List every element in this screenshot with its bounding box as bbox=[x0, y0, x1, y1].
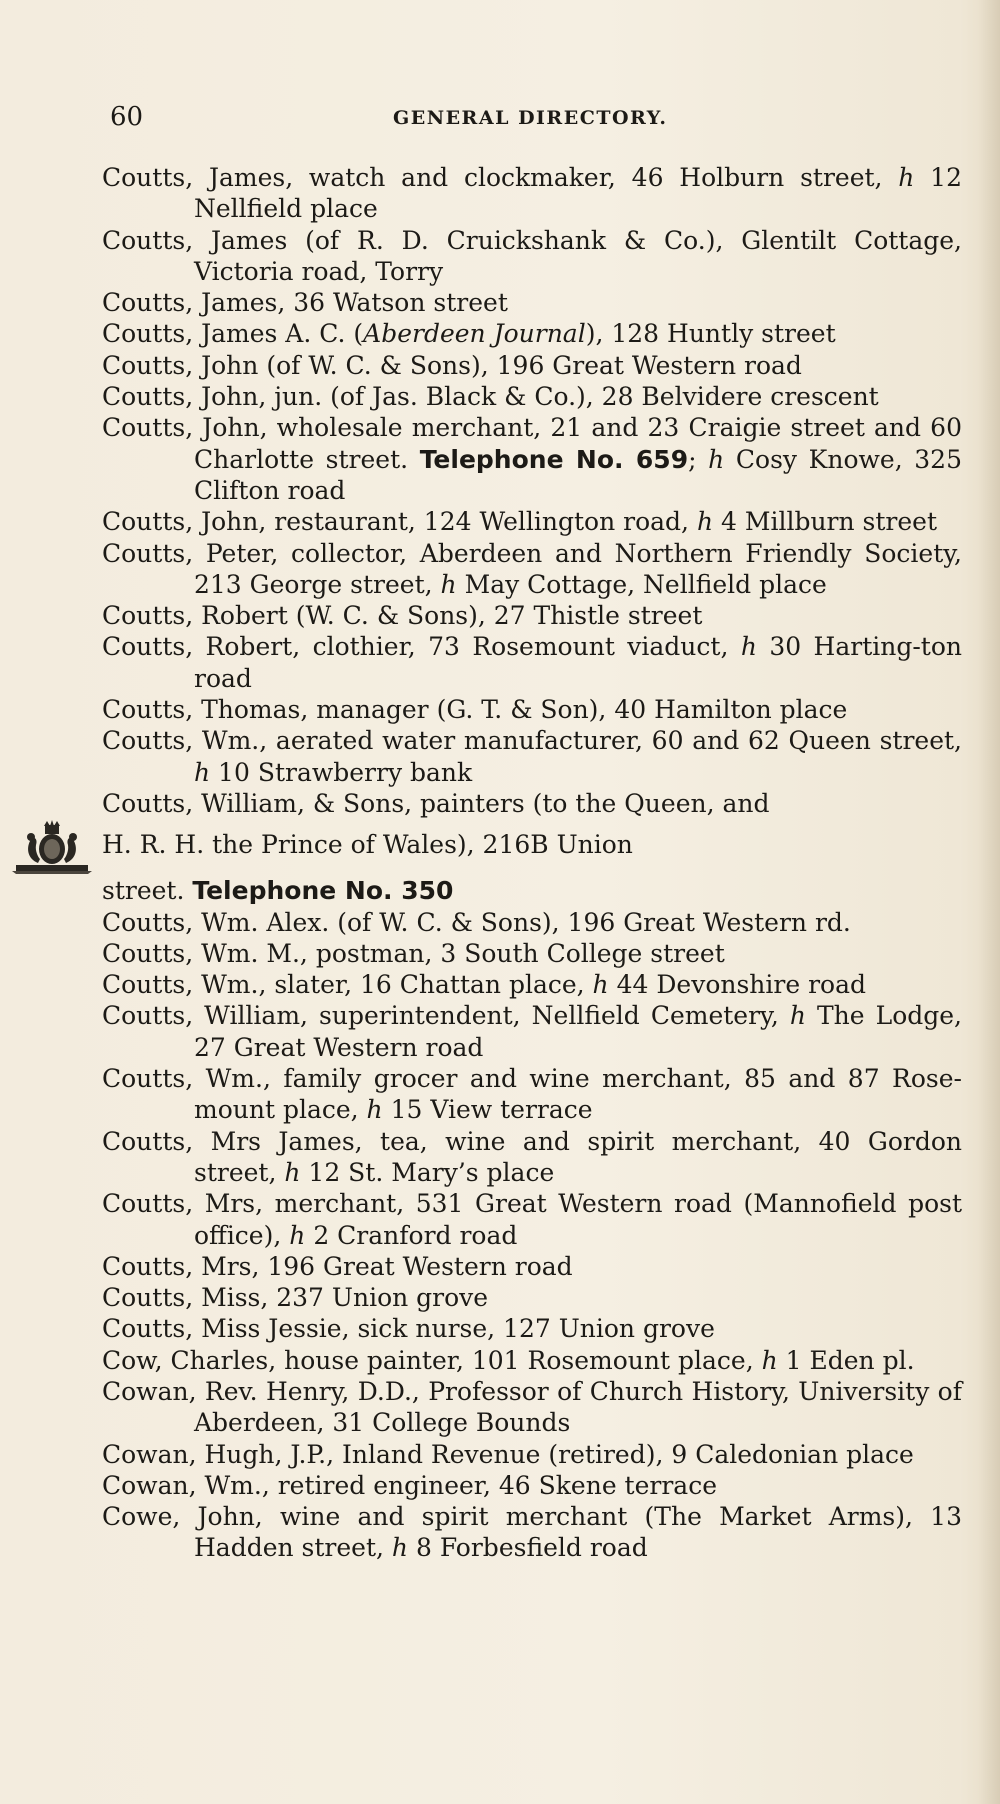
entry-text: 1 Eden pl. bbox=[777, 1345, 915, 1375]
directory-entries bbox=[102, 162, 962, 1564]
telephone-number: Telephone No. 659 bbox=[419, 444, 689, 474]
royal-arms-icon bbox=[10, 819, 94, 875]
entry-text: 15 View terrace bbox=[382, 1095, 593, 1125]
directory-entry bbox=[102, 318, 962, 349]
directory-entry bbox=[102, 631, 962, 694]
entry-text: Coutts, Mrs, merchant, 531 Great Western road (Mannofield post office), bbox=[102, 1189, 962, 1250]
entry-text: Cowan, Wm., retired engineer, 46 Skene terrace bbox=[102, 1470, 718, 1500]
entry-text: Coutts, James (of R. D. Cruickshank & Co.), Glentilt Cottage, Victoria road, Torry bbox=[102, 225, 962, 286]
directory-entry bbox=[102, 287, 962, 318]
entry-text: Coutts, Mrs James, tea, wine and spirit merchant, 40 Gordon street, bbox=[102, 1126, 962, 1187]
directory-entry bbox=[102, 1188, 962, 1251]
page-header bbox=[110, 101, 960, 133]
directory-entry-royal-warrant bbox=[102, 788, 962, 907]
entry-text: 12 St. Mary’s place bbox=[300, 1157, 555, 1187]
royal-entry-line-3 bbox=[102, 875, 962, 906]
entry-text: May Cottage, Nellfield place bbox=[456, 569, 827, 599]
entry-text: 4 Millburn street bbox=[713, 507, 938, 537]
page-number: 60 bbox=[110, 102, 144, 132]
entries-before-group bbox=[102, 162, 962, 788]
directory-entry bbox=[102, 506, 962, 537]
entry-text: Coutts, Wm., slater, 16 Chattan place, bbox=[102, 970, 593, 1000]
directory-entry bbox=[102, 725, 962, 788]
entry-text: Coutts, James, 36 Watson street bbox=[102, 288, 508, 318]
entry-text: Coutts, Peter, collector, Aberdeen and Northern Friendly Society, 213 George street, bbox=[102, 538, 962, 599]
entry-text: Coutts, John (of W. C. & Sons), 196 Great Western road bbox=[102, 350, 802, 380]
home-address-marker: h bbox=[740, 632, 757, 662]
entry-text: Coutts, Robert, clothier, 73 Rosemount viaduct, bbox=[102, 632, 741, 662]
royal-entry-line-3-text: street. bbox=[102, 876, 193, 906]
entry-text: 8 Forbesfield road bbox=[408, 1533, 648, 1563]
directory-entry bbox=[102, 1501, 962, 1564]
entries-after-group bbox=[102, 907, 962, 1564]
entry-text: 2 Cranford road bbox=[305, 1220, 518, 1250]
entry-text: The Lodge, 27 Great Western road bbox=[194, 1001, 962, 1062]
entry-text: ), 128 Huntly street bbox=[585, 319, 836, 349]
page-edge-shadow bbox=[978, 0, 1000, 1804]
entry-text: Coutts, Wm. M., postman, 3 South College street bbox=[102, 938, 725, 968]
telephone-number: Telephone No. 350 bbox=[192, 876, 454, 906]
home-address-marker: h bbox=[194, 757, 211, 787]
entry-text: Coutts, John, wholesale merchant, 21 and 23 Craigie street and 60 Charlotte street. bbox=[102, 413, 962, 474]
home-address-marker: h bbox=[391, 1533, 409, 1563]
directory-entry bbox=[102, 538, 962, 601]
directory-entry bbox=[102, 1470, 962, 1501]
entry-text: Coutts, Robert (W. C. & Sons), 27 Thistle street bbox=[102, 601, 703, 631]
entry-text: Coutts, William, superintendent, Nellfield Cemetery, bbox=[102, 1001, 790, 1031]
directory-entry bbox=[102, 350, 962, 381]
directory-entry bbox=[102, 1251, 962, 1282]
home-address-marker: h bbox=[366, 1095, 383, 1125]
entry-text: Coutts, Wm., aerated water manufacturer, 60 and 62 Queen street, bbox=[102, 726, 962, 756]
home-address-marker: h bbox=[898, 163, 915, 192]
directory-entry bbox=[102, 1313, 962, 1344]
entry-text: 44 Devonshire road bbox=[608, 970, 867, 1000]
directory-entry bbox=[102, 1126, 962, 1189]
directory-entry bbox=[102, 907, 962, 938]
directory-entry bbox=[102, 694, 962, 725]
directory-entry bbox=[102, 600, 962, 631]
directory-entry bbox=[102, 225, 962, 288]
entry-text: Coutts, John, jun. (of Jas. Black & Co.), 28 Belvidere crescent bbox=[102, 382, 879, 412]
entry-text: Coutts, Wm. Alex. (of W. C. & Sons), 196 Great Western rd. bbox=[102, 907, 851, 937]
entry-text: Cow, Charles, house painter, 101 Rosemount place, bbox=[102, 1345, 762, 1375]
directory-entry bbox=[102, 1282, 962, 1313]
home-address-marker: h bbox=[708, 444, 725, 474]
entry-text: Cowan, Rev. Henry, D.D., Professor of Church History, University of Aberdeen, 31 College Bounds bbox=[102, 1376, 962, 1438]
royal-entry-line-2-text: H. R. H. the Prince of Wales), 216B Union bbox=[102, 830, 633, 860]
directory-entry bbox=[102, 969, 962, 1000]
entry-text: ; bbox=[688, 444, 709, 474]
directory-entry bbox=[102, 1000, 962, 1063]
directory-entry bbox=[102, 938, 962, 969]
directory-entry bbox=[102, 1063, 962, 1126]
home-address-marker: h bbox=[696, 507, 714, 537]
entry-text: Coutts, Miss Jessie, sick nurse, 127 Union grove bbox=[102, 1314, 715, 1344]
home-address-marker: h bbox=[789, 1001, 806, 1031]
home-address-marker: h bbox=[440, 569, 457, 599]
entry-text: Coutts, Mrs, 196 Great Western road bbox=[102, 1251, 573, 1281]
home-address-marker: h bbox=[289, 1220, 306, 1250]
entry-text: Coutts, Wm., family grocer and wine merchant, 85 and 87 Rose-mount place, bbox=[102, 1064, 962, 1125]
home-address-marker: h bbox=[761, 1345, 778, 1375]
royal-entry-line-2 bbox=[102, 819, 962, 875]
entry-text: Coutts, James, watch and clockmaker, 46 Holburn street, bbox=[102, 163, 899, 192]
entry-text: Cosy Knowe, 325 Clifton road bbox=[194, 444, 962, 505]
directory-entry bbox=[102, 381, 962, 412]
entry-text: Coutts, Thomas, manager (G. T. & Son), 40 Hamilton place bbox=[102, 695, 848, 725]
royal-entry-line-1: Coutts, William, & Sons, painters (to the Queen, and bbox=[102, 788, 770, 818]
directory-entry bbox=[102, 1376, 962, 1439]
running-head: GENERAL DIRECTORY. bbox=[393, 107, 668, 129]
directory-entry bbox=[102, 1439, 962, 1470]
home-address-marker: Aberdeen Journal bbox=[363, 319, 586, 349]
directory-entry bbox=[102, 162, 962, 225]
directory-entry bbox=[102, 1345, 962, 1376]
entry-text: 12 Nellfield place bbox=[194, 163, 962, 224]
entry-text: Coutts, James A. C. ( bbox=[102, 319, 364, 349]
entry-text: 30 Harting-ton road bbox=[194, 632, 963, 693]
entry-text: Cowan, Hugh, J.P., Inland Revenue (retired), 9 Caledonian place bbox=[102, 1439, 914, 1469]
entry-text: Coutts, Miss, 237 Union grove bbox=[102, 1283, 489, 1313]
home-address-marker: h bbox=[592, 970, 609, 1000]
entry-text: Coutts, John, restaurant, 124 Wellington road, bbox=[102, 507, 697, 537]
entry-text: 10 Strawberry bank bbox=[210, 757, 473, 787]
directory-entry bbox=[102, 412, 962, 506]
home-address-marker: h bbox=[284, 1157, 301, 1187]
entry-text: Cowe, John, wine and spirit merchant (The Market Arms), 13 Hadden street, bbox=[102, 1502, 962, 1563]
